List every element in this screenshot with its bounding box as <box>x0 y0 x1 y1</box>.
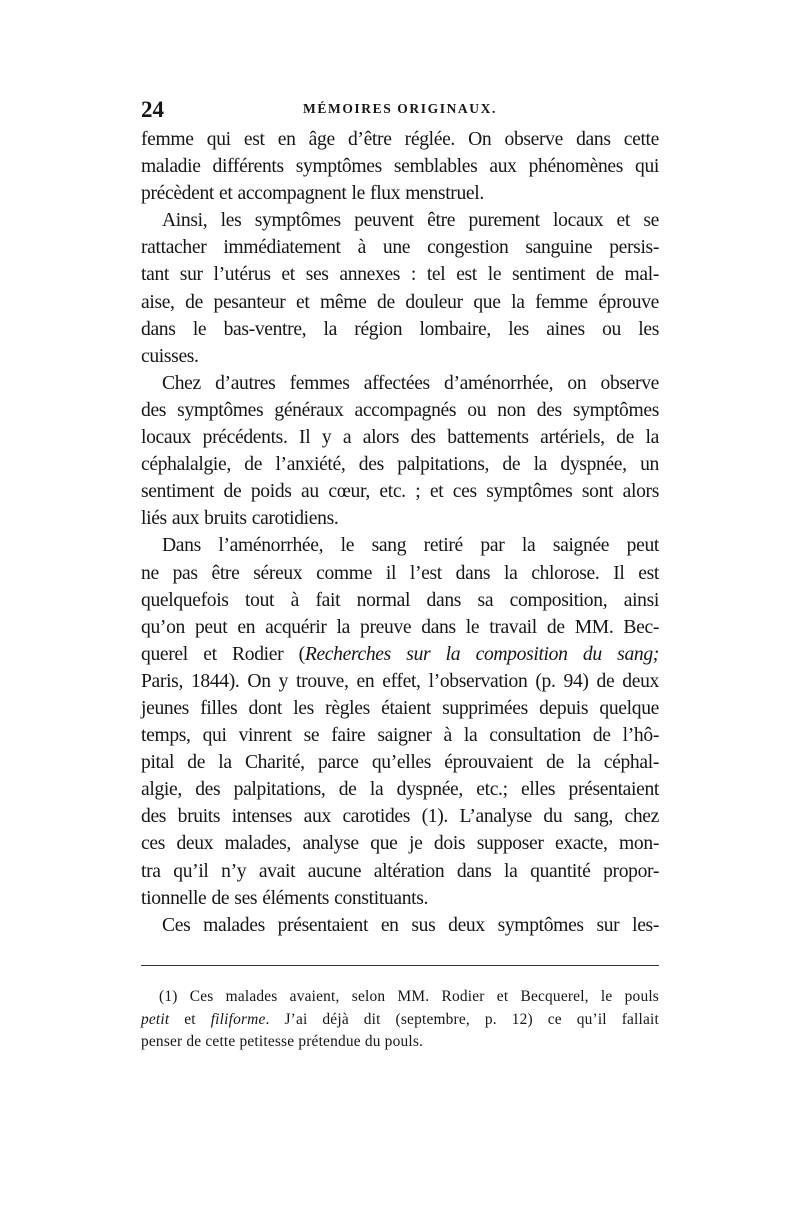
text-segment: et <box>169 1010 211 1028</box>
text-line: dans le bas-ventre, la région lombaire, les aines ou les <box>141 318 659 340</box>
italic-term: petit <box>141 1010 170 1028</box>
paragraph-5 <box>141 912 659 939</box>
italic-term: filiforme <box>210 1010 266 1028</box>
paragraph-1 <box>141 126 659 207</box>
footnote-line <box>141 1009 659 1032</box>
text-line: des symptômes généraux accompagnés ou non des symptômes <box>141 399 659 421</box>
text-line: Ainsi, les symptômes peuvent être purement locaux et se <box>162 210 659 232</box>
paragraph-3 <box>141 370 659 533</box>
text-line: ces deux malades, analyse que je dois supposer exacte, mon- <box>141 833 659 855</box>
text-line: algie, des palpitations, de la dyspnée, etc.; elles présentaient <box>141 779 659 801</box>
page-number: 24 <box>141 97 164 122</box>
text-line: ne pas être séreux comme il l’est dans la chlorose. Il est <box>141 562 659 584</box>
text-line: Paris, 1844). On y trouve, en effet, l’observation (p. 94) de deux <box>141 670 659 692</box>
text-line: maladie différents symptômes semblables aux phénomènes qui <box>141 156 659 178</box>
text-line: rattacher immédiatement à une congestion sanguine persis- <box>141 237 659 259</box>
text-line: aise, de pesanteur et même de douleur que la femme éprouve <box>141 291 659 313</box>
text-line: locaux précédents. Il y a alors des battements artériels, de la <box>141 427 659 449</box>
text-line: Chez d’autres femmes affectées d’aménorrhée, on observe <box>162 372 659 394</box>
text-line: Ces malades présentaient en sus deux symptômes sur les- <box>162 914 659 936</box>
footnote-separator <box>141 965 659 966</box>
text-line: Dans l’aménorrhée, le sang retiré par la saignée peut <box>162 535 659 557</box>
text-line: sentiment de poids au cœur, etc. ; et ces symptômes sont alors <box>141 481 659 503</box>
footnote-line: penser de cette petitesse prétendue du pouls. <box>141 1033 424 1050</box>
text-line: qu’on peut en acquérir la preuve dans le travail de MM. Bec- <box>141 616 659 638</box>
text-segment: querel et Rodier ( <box>141 643 305 665</box>
text-line: des bruits intenses aux carotides (1). L’analyse du sang, chez <box>141 806 659 828</box>
page-header <box>141 97 659 127</box>
paragraph-4 <box>141 532 659 911</box>
running-title: MÉMOIRES ORIGINAUX. <box>303 101 497 116</box>
footnote-line: (1) Ces malades avaient, selon MM. Rodier et Becquerel, le pouls <box>159 988 659 1005</box>
text-line: quelquefois tout à fait normal dans sa composition, ainsi <box>141 589 659 611</box>
text-line: cuisses. <box>141 345 199 367</box>
text-segment: . J’ai déjà dit (septembre, p. 12) ce qu’il fallait <box>265 1010 659 1028</box>
text-line: tionnelle de ses éléments constituants. <box>141 887 429 909</box>
text-line: tra qu’il n’y avait aucune altération dans la quantité propor- <box>141 860 659 882</box>
body-text <box>141 126 659 939</box>
book-title-italic: Recherches sur la composition du sang; <box>304 643 659 665</box>
text-line: tant sur l’utérus et ses annexes : tel est le sentiment de mal- <box>141 264 659 286</box>
text-line: précèdent et accompagnent le flux menstruel. <box>141 183 484 205</box>
text-line: jeunes filles dont les règles étaient supprimées depuis quelque <box>141 697 659 719</box>
text-line: pital de la Charité, parce qu’elles éprouvaient de la céphal- <box>141 752 659 774</box>
text-line <box>141 641 659 668</box>
text-line: temps, qui vinrent se faire saigner à la consultation de l’hô- <box>141 725 659 747</box>
text-line: céphalalgie, de l’anxiété, des palpitations, de la dyspnée, un <box>141 454 659 476</box>
text-line: femme qui est en âge d’être réglée. On observe dans cette <box>141 129 659 150</box>
paragraph-2 <box>141 207 659 370</box>
text-line: liés aux bruits carotidiens. <box>141 508 339 530</box>
footnote <box>141 986 659 1054</box>
